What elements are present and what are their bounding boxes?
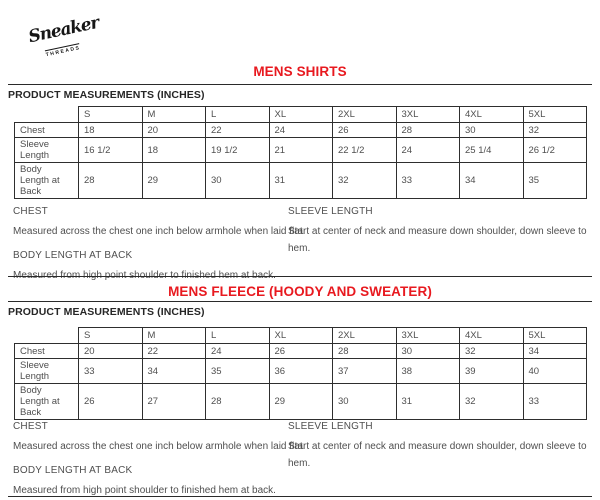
measurement-cell: 28 [396, 123, 460, 138]
measurement-cell: 22 [142, 344, 206, 359]
size-column-header: 5XL [523, 107, 587, 123]
measurement-cell: 26 [79, 384, 143, 420]
definition-heading-sleeve: SLEEVE LENGTH [288, 421, 373, 432]
measurement-cell: 22 [206, 123, 270, 138]
definition-text-chest: Measured across the chest one inch below armhole when laid flat. [13, 226, 306, 237]
measurement-cell: 33 [523, 384, 587, 420]
measurement-cell: 16 1/2 [79, 138, 143, 163]
measurement-cell: 40 [523, 359, 587, 384]
definition-text-body-length: Measured from high point shoulder to finished hem at back. [13, 270, 276, 281]
divider [8, 84, 592, 85]
size-column-header: 2XL [333, 107, 397, 123]
table-row-sleeve-length [15, 138, 587, 163]
measurement-cell: 29 [269, 384, 333, 420]
measurement-cell: 33 [396, 163, 460, 199]
size-column-header: 4XL [460, 107, 524, 123]
definitions-left-column [13, 206, 333, 294]
product-measurements-label: PRODUCT MEASUREMENTS (INCHES) [8, 306, 205, 318]
size-column-header: 3XL [396, 328, 460, 344]
measurement-cell: 28 [333, 344, 397, 359]
definition-text-sleeve: Start at center of neck and measure down shoulder, down sleeve to hem. [288, 441, 587, 469]
measurement-cell: 18 [79, 123, 143, 138]
definition-heading-body-length: BODY LENGTH AT BACK [13, 465, 133, 476]
measurement-cell: 18 [142, 138, 206, 163]
measurement-cell: 34 [523, 344, 587, 359]
table-header-row [15, 107, 587, 123]
size-column-header: XL [269, 107, 333, 123]
measurement-cell: 39 [460, 359, 524, 384]
measurement-cell: 30 [206, 163, 270, 199]
definition-heading-chest: CHEST [13, 206, 48, 217]
measurement-cell: 32 [460, 344, 524, 359]
measurement-cell: 21 [269, 138, 333, 163]
measurement-cell: 20 [79, 344, 143, 359]
divider [8, 496, 592, 497]
row-label: Sleeve Length [15, 359, 79, 384]
divider [8, 276, 592, 277]
definition-heading-sleeve: SLEEVE LENGTH [288, 206, 373, 217]
definition-text-chest: Measured across the chest one inch below armhole when laid flat. [13, 441, 306, 452]
measurement-cell: 35 [206, 359, 270, 384]
definition-heading-body-length: BODY LENGTH AT BACK [13, 250, 133, 261]
product-measurements-label: PRODUCT MEASUREMENTS (INCHES) [8, 89, 205, 101]
row-label: Chest [15, 123, 79, 138]
size-column-header: S [79, 328, 143, 344]
measurement-cell: 30 [460, 123, 524, 138]
corner-cell [15, 328, 79, 344]
measurement-cell: 25 1/4 [460, 138, 524, 163]
measurement-cell: 32 [460, 384, 524, 420]
section-title-mens-shirts: MENS SHIRTS [253, 64, 347, 79]
definition-text-sleeve: Start at center of neck and measure down shoulder, down sleeve to hem. [288, 226, 587, 254]
measurement-cell: 19 1/2 [206, 138, 270, 163]
measurement-cell: 30 [333, 384, 397, 420]
definitions-left-column [13, 421, 333, 500]
row-label: Body Length at Back [15, 163, 79, 199]
size-column-header: S [79, 107, 143, 123]
size-column-header: XL [269, 328, 333, 344]
definitions-right-column [288, 206, 588, 267]
size-column-header: M [142, 328, 206, 344]
measurement-cell: 32 [523, 123, 587, 138]
measurement-cell: 32 [333, 163, 397, 199]
section-title-mens-fleece: MENS FLEECE (HOODY AND SWEATER) [168, 284, 432, 299]
measurement-cell: 26 1/2 [523, 138, 587, 163]
corner-cell [15, 107, 79, 123]
measurement-cell: 22 1/2 [333, 138, 397, 163]
mens-shirts-size-table [14, 106, 587, 199]
measurement-cell: 24 [269, 123, 333, 138]
definitions-right-column [288, 421, 588, 482]
measurement-cell: 28 [206, 384, 270, 420]
table-header-row [15, 328, 587, 344]
measurement-cell: 30 [396, 344, 460, 359]
size-column-header: L [206, 328, 270, 344]
size-column-header: M [142, 107, 206, 123]
measurement-cell: 37 [333, 359, 397, 384]
measurement-cell: 34 [142, 359, 206, 384]
measurement-cell: 26 [269, 344, 333, 359]
definition-text-body-length: Measured from high point shoulder to finished hem at back. [13, 485, 276, 496]
measurement-cell: 24 [206, 344, 270, 359]
size-column-header: 4XL [460, 328, 524, 344]
brand-logo [26, 12, 103, 64]
measurement-cell: 38 [396, 359, 460, 384]
table-row-body-length [15, 163, 587, 199]
table-row-body-length [15, 384, 587, 420]
table-row-chest [15, 123, 587, 138]
divider [8, 301, 592, 302]
measurement-cell: 34 [460, 163, 524, 199]
measurement-cell: 20 [142, 123, 206, 138]
measurement-cell: 29 [142, 163, 206, 199]
size-column-header: L [206, 107, 270, 123]
measurement-cell: 31 [396, 384, 460, 420]
measurement-cell: 35 [523, 163, 587, 199]
size-column-header: 2XL [333, 328, 397, 344]
measurement-cell: 33 [79, 359, 143, 384]
measurement-cell: 26 [333, 123, 397, 138]
definition-heading-chest: CHEST [13, 421, 48, 432]
row-label: Sleeve Length [15, 138, 79, 163]
brand-logo-sub-text: THREADS [45, 45, 82, 59]
measurement-cell: 31 [269, 163, 333, 199]
table-row-sleeve-length [15, 359, 587, 384]
mens-fleece-size-table [14, 327, 587, 420]
table-row-chest [15, 344, 587, 359]
measurement-cell: 24 [396, 138, 460, 163]
size-column-header: 5XL [523, 328, 587, 344]
row-label: Body Length at Back [15, 384, 79, 420]
measurement-cell: 28 [79, 163, 143, 199]
size-column-header: 3XL [396, 107, 460, 123]
measurement-cell: 36 [269, 359, 333, 384]
row-label: Chest [15, 344, 79, 359]
brand-logo-script-text: Sneaker [26, 12, 101, 48]
measurement-cell: 27 [142, 384, 206, 420]
